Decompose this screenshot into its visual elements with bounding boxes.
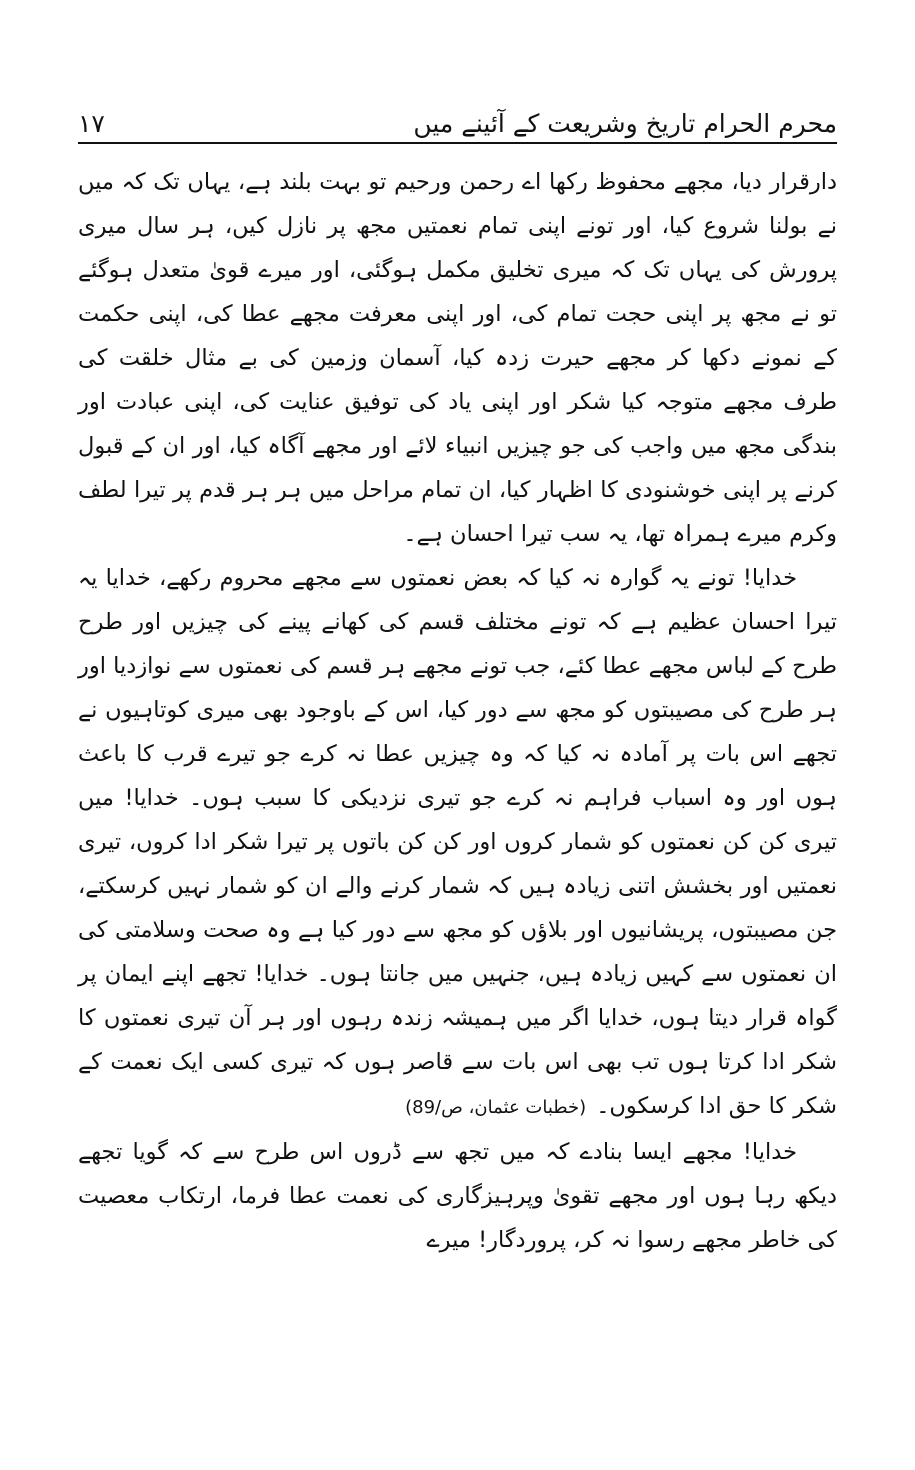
citation: (خطبات عثمان، ص/89) [405,1097,587,1118]
header-title: محرم الحرام تاریخ وشریعت کے آئینے میں [413,109,837,138]
paragraph-2-text: خدایا! تونے یہ گوارہ نہ کیا کہ بعض نعمتوں سے مجھے محروم رکھے، خدایا یہ تیرا احسان عظیم ہے کہ تونے مختلف قسم کی کھانے پینے کی چیزیں اور طرح طرح کے لباس مجھے عطا کئے، جب تونے مجھے ہر قسم کی نعمتوں سے نوازدیا اور ہر طرح کی مصیبتوں کو مجھ سے دور کیا، اس کے باوجود بھی میری کوتاہیوں نے تجھے اس بات پر آمادہ نہ کیا کہ وہ چیزیں عطا نہ کرے جو تیرے قرب کا باعث ہوں اور وہ اسباب فراہم نہ کرے جو تیری نزدیکی کا سبب ہوں۔ خدایا! میں تیری کن کن نعمتوں کو شمار کروں اور کن کن باتوں پر تیرا شکر ادا کروں، تیری نعمتیں اور بخشش اتنی زیادہ ہیں کہ شمار کرنے والے ان کو شمار نہیں کرسکتے، جن مصیبتوں، پریشانیوں اور بلاؤں کو مجھ سے دور کیا ہے وہ صحت وسلامتی کی ان نعمتوں سے کہیں زیادہ ہیں، جنہیں میں جانتا ہوں۔ خدایا! تجھے اپنے ایمان پر گواہ قرار دیتا ہوں، خدایا اگر میں ہمیشہ زندہ رہوں اور ہر آن تیری نعمتوں کا شکر ادا کرتا ہوں تب بھی اس بات سے قاصر ہوں کہ تیری کسی ایک نعمت کے شکر کا حق ادا کرسکوں۔ [78,565,837,1119]
paragraph-2 [78,556,837,1130]
paragraph-1: دارقرار دیا، مجھے محفوظ رکھا اے رحمن ورحیم تو بہت بلند ہے، یہاں تک کہ میں نے بولنا شروع کیا، اور تونے اپنی تمام نعمتیں مجھ پر نازل کیں، ہر سال میری پرورش کی یہاں تک کہ میری تخلیق مکمل ہوگئی، اور میرے قویٰ متعدل ہوگئے تو نے مجھ پر اپنی حجت تمام کی، اور اپنی معرفت مجھے عطا کی، اپنی حکمت کے نمونے دکھا کر مجھے حیرت زدہ کیا، آسمان وزمین کی بے مثال خلقت کی طرف مجھے متوجہ کیا شکر اور اپنی یاد کی توفیق عنایت کی، اپنی عبادت اور بندگی مجھ میں واجب کی جو چیزیں انبیاء لائے اور مجھے آگاہ کیا، اور ان کے قبول کرنے پر اپنی خوشنودی کا اظہار کیا، ان تمام مراحل میں ہر ہر قدم پر تیرا لطف وکرم میرے ہمراہ تھا، یہ سب تیرا احسان ہے۔ [78,169,837,547]
paragraph-3: خدایا! مجھے ایسا بنادے کہ میں تجھ سے ڈروں اس طرح سے کہ گویا تجھے دیکھ رہا ہوں اور مجھے تقویٰ وپرہیزگاری کی نعمت عطا فرما، ارتکاب معصیت کی خاطر مجھے رسوا نہ کر، پروردگار! میرے [78,1139,837,1253]
body-text [78,160,837,1262]
running-header [78,92,837,144]
page-number: ۱۷ [78,109,105,138]
